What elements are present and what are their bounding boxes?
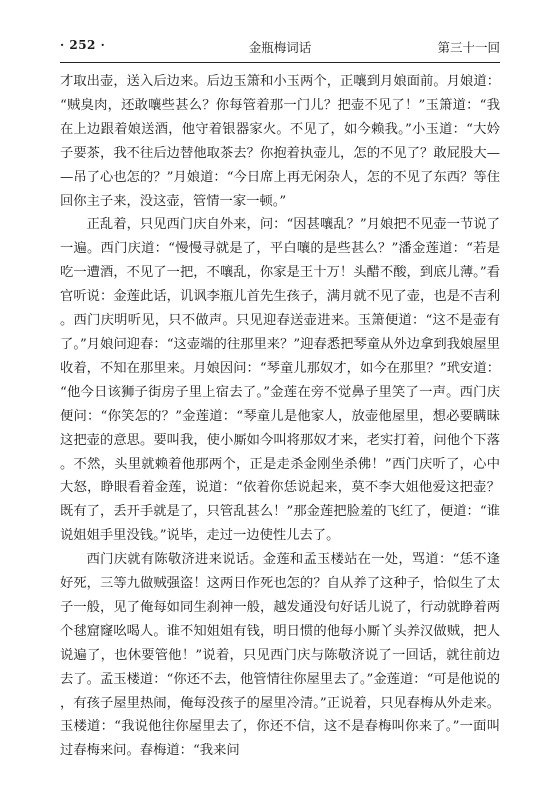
body-text	[60, 70, 500, 763]
paragraph-3: 西门庆就有陈敬济进来说话。金莲和孟玉楼站在一处，骂道：“恁不逢好死，三等九做贼强盗！这两日作死也怎的？自从养了这种子，恰似生了太子一般，见了俺每如同生刹神一般，越发通没句好话儿说了，行动就睁着两个毬窟窿吆喝人。谁不知姐姐有钱，明日惯的他每小厮丫头养汉做贼，把人说遍了，也休要管他！”说着，只见西门庆与陈敬济说了一回话，就往前边去了。孟玉楼道：“你还不去，他管情往你屋里去了。”金莲道：“可是他说的，有孩子屋里热闹，俺每没孩子的屋里冷清。”正说着，只见春梅从外走来。玉楼道：“我说他往你屋里去了，你还不信，这不是春梅叫你来了。”一面叫过春梅来问。春梅道：“我来问	[60, 552, 500, 759]
book-title: 金瓶梅词话	[248, 40, 312, 55]
paragraph-2: 正乱着，只见西门庆自外来，问：“因甚嚷乱？”月娘把不见壶一节说了一遍。西门庆道：“慢慢寻就是了，平白嚷的是些甚么？”潘金莲道：“若是吃一遭酒，不见了一把，不嚷乱，你家是王十万！头醋不酸，到底儿薄。”看官听说：金莲此话，讥讽李瓶儿首先生孩子，满月就不见了壶，也是不吉利。西门庆明听见，只不做声。只见迎春送壶进来。玉箫便道：“这不是壶有了。”月娘问迎春：“这壶端的往那里来？”迎春悉把琴童从外边拿到我娘屋里收着，不知在那里来。月娘因问：“琴童儿那奴才，如今在那里？”玳安道：“他今日该狮子街房子里上宿去了。”金莲在旁不觉鼻子里笑了一声。西门庆便问：“你笑怎的？”金莲道：“琴童儿是他家人，放壶他屋里，想必要瞒昧这把壶的意思。要叫我，使小厮如今叫将那奴才来，老实打着，问他个下落。不然，头里就赖着他那两个，正是走杀金刚坐杀佛！”西门庆听了，心中大怒，睁眼看着金莲，说道：“依着你恁说起来，莫不李大姐他爱这把壶？既有了，丢开手就是了，只管乱甚么！”那金莲把脸羞的飞红了，便道：“谁说姐姐手里没钱。”说毕，走过一边使性儿去了。	[60, 217, 500, 544]
chapter-title: 第三十一回	[437, 40, 500, 55]
page-number: · 252 ·	[60, 38, 106, 52]
header-divider	[60, 62, 500, 63]
running-header	[60, 34, 500, 58]
paragraph-1: 才取出壶，送入后边来。后边玉箫和小玉两个，正嚷到月娘面前。月娘道：“贼臭肉，还敢嚷些甚么？你每管着那一门儿？把壶不见了！”玉箫道：“我在上边跟着娘送酒，他守着银器家火。不见了，如今赖我。”小玉道：“大妗子要茶，我不往后边替他取茶去？你抱着执壶儿，怎的不见了？敢屁股大——吊了心也怎的？”月娘道：“今日席上再无闲杂人，怎的不见了东西？等住回你主子来，没这壶，管情一家一顿。”	[60, 74, 500, 209]
